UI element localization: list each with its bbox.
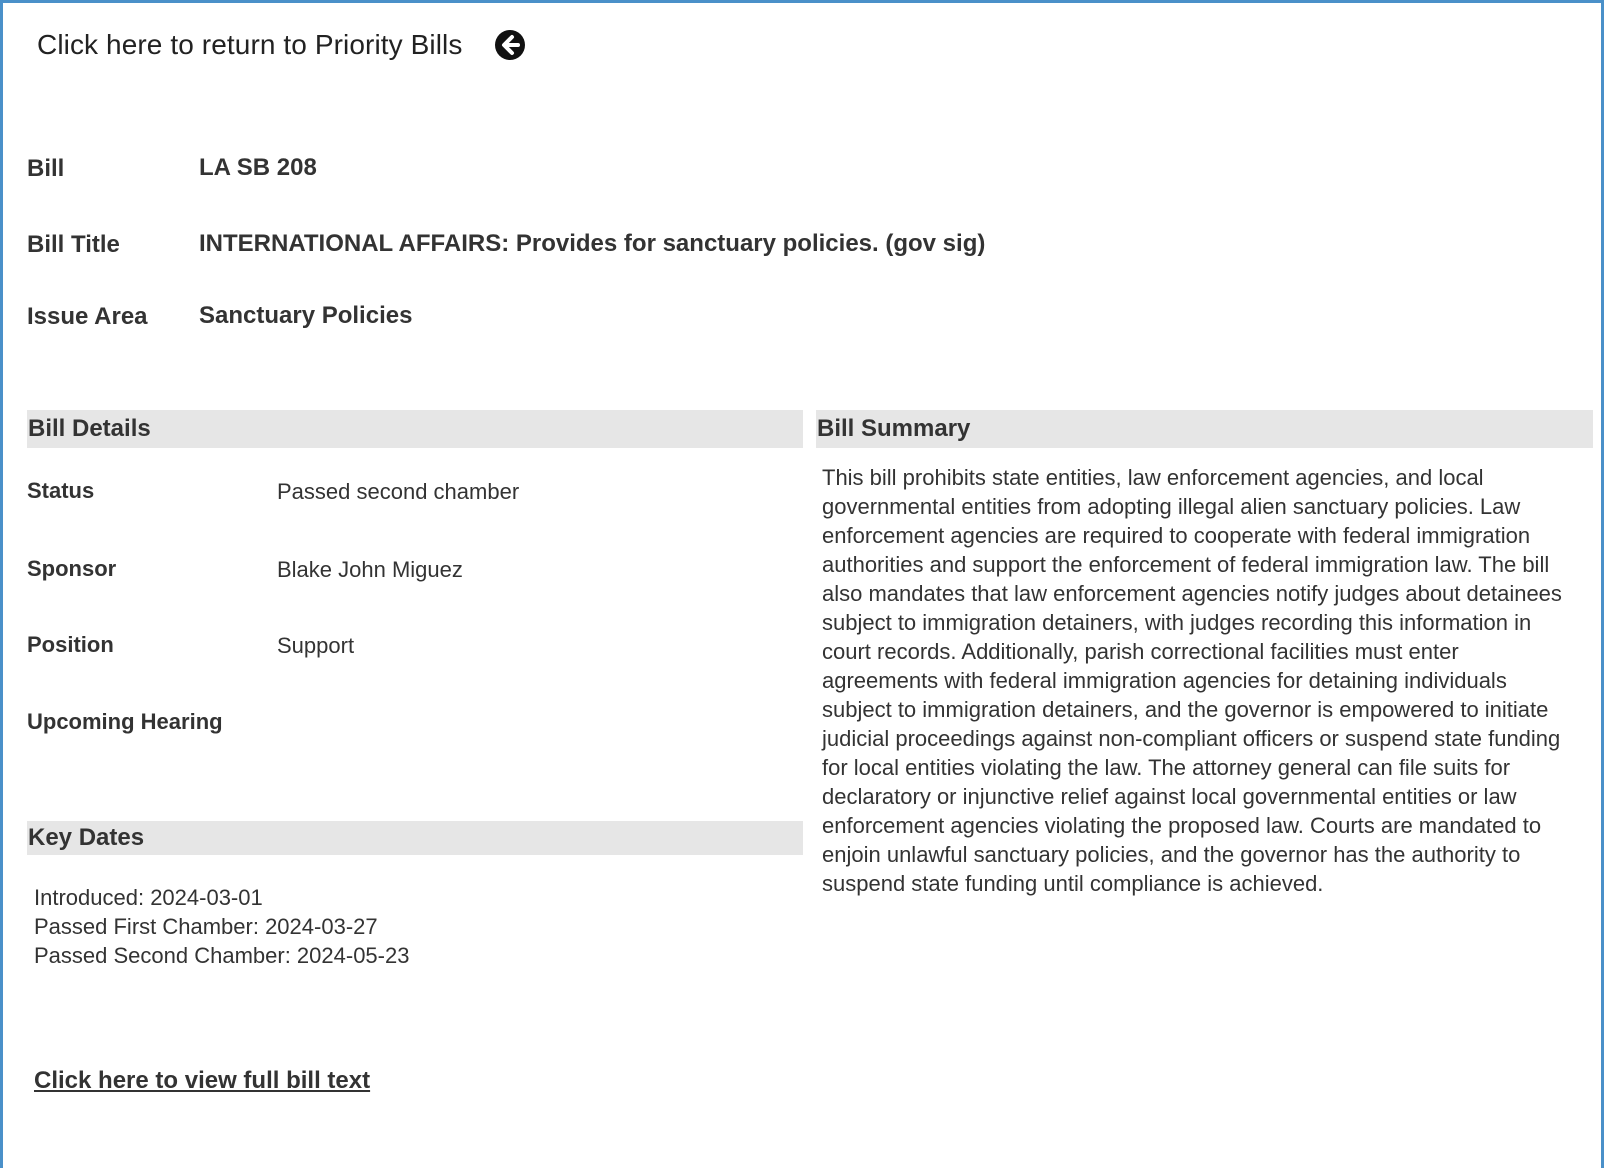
key-dates-list xyxy=(34,883,409,970)
sponsor-value: Blake John Miguez xyxy=(277,557,463,582)
position-value: Support xyxy=(277,633,355,658)
arrow-left-circle-icon[interactable] xyxy=(494,29,526,61)
bill-summary-text: This bill prohibits state entities, law enforcement agencies, and local governmental entities from adopting illegal alien sanctuary policies. Law enforcement agencies are required to cooperate with federal immigration authorities and support the enforcement of federal immigration law. The bill also mandates that law enforcement agencies notify judges about detainees subject to immigration detainers, with judges recording this information in court records. Additionally, parish correctional facilities must enter agreements with federal immigration agencies for detaining individuals subject to immigration detainers, and the governor is empowered to initiate judicial proceedings against non-compliant officers or suspend state funding for local entities violating the law. The attorney general can file suits for declaratory or injunctive relief against local governmental entities or law enforcement agencies violating the proposed law. Courts are mandated to enjoin unlawful sanctuary policies, and the governor has the authority to suspend state funding until compliance is achieved. xyxy=(822,465,1562,896)
bill-title-value: INTERNATIONAL AFFAIRS: Provides for sanctuary policies. (gov sig) xyxy=(199,230,986,257)
bill-title-label: Bill Title xyxy=(27,231,120,258)
bill-details-header: Bill Details xyxy=(27,410,803,448)
key-date-introduced: Introduced: 2024-03-01 xyxy=(34,885,263,910)
view-full-bill-text-link[interactable]: Click here to view full bill text xyxy=(34,1067,371,1094)
upcoming-hearing-label: Upcoming Hearing xyxy=(27,709,223,734)
key-date-passed-first-chamber: Passed First Chamber: 2024-03-27 xyxy=(34,914,378,939)
bill-label: Bill xyxy=(27,155,65,182)
bill-value: LA SB 208 xyxy=(199,154,317,181)
status-label: Status xyxy=(27,478,95,503)
key-dates-header: Key Dates xyxy=(27,821,803,855)
bill-summary-header: Bill Summary xyxy=(816,410,1593,448)
issue-area-value: Sanctuary Policies xyxy=(199,302,413,329)
sponsor-label: Sponsor xyxy=(27,556,117,581)
return-link-label: Click here to return to Priority Bills xyxy=(37,29,463,60)
status-value: Passed second chamber xyxy=(277,479,520,504)
key-date-passed-second-chamber: Passed Second Chamber: 2024-05-23 xyxy=(34,943,410,968)
issue-area-label: Issue Area xyxy=(27,303,148,330)
return-to-priority-bills-link[interactable] xyxy=(37,29,526,61)
position-label: Position xyxy=(27,632,114,657)
